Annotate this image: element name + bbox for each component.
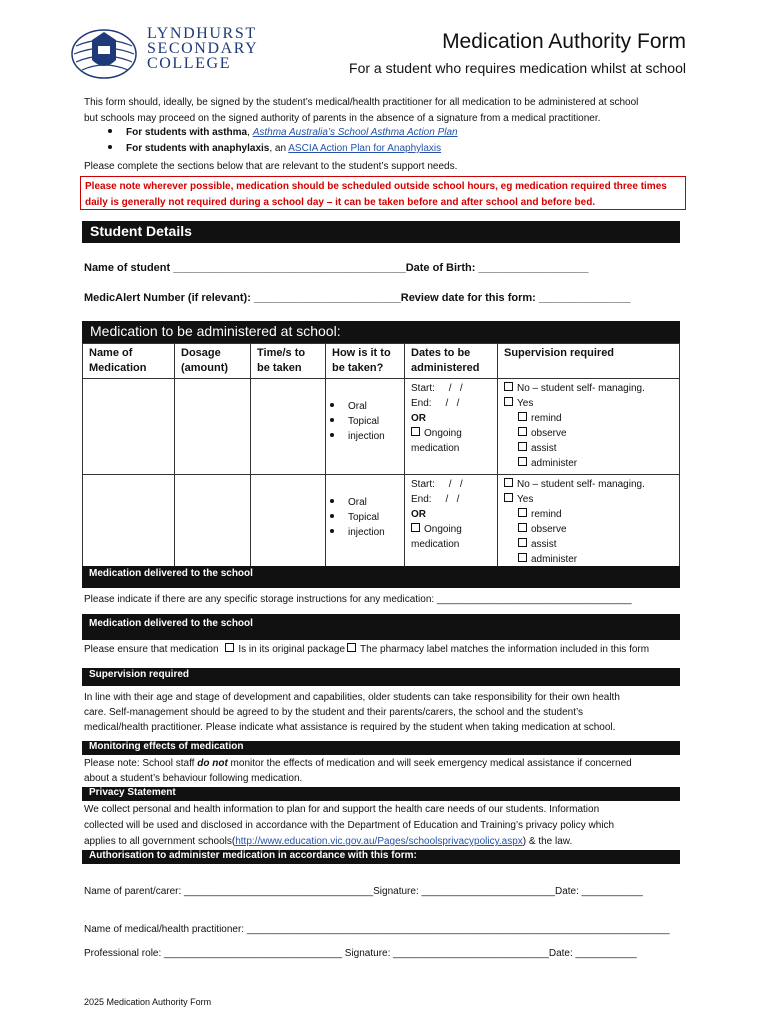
- asthma-bullet: For students with asthma, Asthma Australia’s School Asthma Action Plan: [108, 127, 458, 138]
- logo-line-3: COLLEGE: [147, 55, 232, 72]
- scheduling-warning: Please note wherever possible, medication should be scheduled outside school hours, eg medication required three times daily is generally not required during a school day – it can be taken before and after school and before bed.: [80, 176, 686, 210]
- assist-checkbox[interactable]: [518, 538, 527, 547]
- school-logo: [70, 24, 270, 84]
- medication-table: [82, 343, 680, 571]
- privacy-policy-link[interactable]: http://www.education.vic.gov.au/Pages/schoolsprivacypolicy.aspx: [235, 836, 523, 847]
- no-checkbox[interactable]: [504, 478, 513, 487]
- method-cell: Oral Topical injection: [326, 475, 405, 571]
- delivered-heading: Medication delivered to the school: [82, 614, 680, 640]
- bullet-icon: [330, 433, 334, 437]
- dates-cell: Start: / / End: / / OR Ongoing medication: [405, 475, 498, 571]
- name-cell[interactable]: [83, 379, 175, 475]
- student-name-field[interactable]: Name of student ______________________________________Date of Birth: __________________: [84, 262, 589, 274]
- anaphylaxis-bullet: For students with anaphylaxis, an ASCIA Action Plan for Anaphylaxis: [108, 143, 441, 154]
- no-checkbox[interactable]: [504, 382, 513, 391]
- monitoring-heading: Monitoring effects of medication: [82, 741, 680, 755]
- dates-cell: Start: / / End: / / OR Ongoing medication: [405, 379, 498, 475]
- supervision-heading: Supervision required: [82, 668, 680, 686]
- practitioner-signature-field[interactable]: Professional role: ________________________________ Signature: ____________________________Date: ___________: [84, 948, 637, 959]
- remind-checkbox[interactable]: [518, 412, 527, 421]
- parent-signature-field[interactable]: Name of parent/carer: __________________________________Signature: ________________________Date: ___________: [84, 886, 643, 897]
- remind-checkbox[interactable]: [518, 508, 527, 517]
- storage-heading: Medication delivered to the school: [82, 566, 680, 588]
- supervision-cell: No – student self- managing. Yes remind observe assist administer: [498, 379, 680, 475]
- storage-instructions-field[interactable]: Please indicate if there are any specific storage instructions for any medication: ___________________________________: [84, 594, 632, 605]
- col-time: Time/s to be taken: [251, 344, 326, 379]
- ascia-plan-link[interactable]: ASCIA Action Plan for Anaphylaxis: [288, 143, 442, 154]
- intro-line-2: but schools may proceed on the signed authority of parents in the absence of a signature from a medical practitioner.: [84, 113, 601, 124]
- authorisation-heading: Authorisation to administer medication in accordance with this form:: [82, 850, 680, 864]
- medicalert-field[interactable]: MedicAlert Number (if relevant): ________________________Review date for this form: _______________: [84, 292, 631, 304]
- privacy-heading: Privacy Statement: [82, 787, 680, 801]
- yes-checkbox[interactable]: [504, 493, 513, 502]
- school-crest-icon: [70, 24, 140, 84]
- administer-checkbox[interactable]: [518, 553, 527, 562]
- privacy-line-2: collected will be used and disclosed in accordance with the Department of Education and Training’s privacy policy which: [84, 820, 615, 831]
- time-cell[interactable]: [251, 475, 326, 571]
- form-title: Medication Authority Form: [442, 30, 686, 53]
- col-dates: Dates to be administered: [405, 344, 498, 379]
- col-name: Name of Medication: [83, 344, 175, 379]
- original-package-checkbox[interactable]: [225, 643, 234, 652]
- practitioner-name-field[interactable]: Name of medical/health practitioner: ____________________________________________________________________________: [84, 924, 670, 935]
- form-subtitle: For a student who requires medication whilst at school: [349, 60, 686, 76]
- ongoing-checkbox[interactable]: [411, 427, 420, 436]
- bullet-icon: [330, 403, 334, 407]
- monitoring-line-2: about a student’s behaviour following medication.: [84, 773, 303, 784]
- administer-checkbox[interactable]: [518, 457, 527, 466]
- student-details-heading: Student Details: [82, 221, 680, 243]
- privacy-line-3: applies to all government schools(http://www.education.vic.gov.au/Pages/schoolsprivacypolicy.aspx) & the law.: [84, 836, 573, 847]
- logo-line-2: SECONDARY: [147, 40, 259, 57]
- bullet-icon: [330, 499, 334, 503]
- method-cell: Oral Topical injection: [326, 379, 405, 475]
- table-row: [83, 379, 680, 475]
- table-row: [83, 475, 680, 571]
- col-dosage: Dosage (amount): [175, 344, 251, 379]
- delivered-checks: Please ensure that medication Is in its original package The pharmacy label matches the information included in this form: [84, 644, 650, 655]
- intro-line-1: This form should, ideally, be signed by the student’s medical/health practitioner for all medication to be administered at school: [84, 97, 639, 108]
- supervision-line-2: care. Self-management should be agreed to by the student and their parents/carers, the school and the student’s: [84, 707, 584, 718]
- medication-heading: Medication to be administered at school:: [82, 321, 680, 343]
- page-footer: 2025 Medication Authority Form: [84, 997, 212, 1007]
- col-supervision: Supervision required: [498, 344, 680, 379]
- dosage-cell[interactable]: [175, 379, 251, 475]
- asthma-plan-link[interactable]: Asthma Australia’s School Asthma Action Plan: [252, 127, 458, 138]
- intro-line-3: Please complete the sections below that are relevant to the student’s support needs.: [84, 161, 458, 172]
- privacy-line-1: We collect personal and health information to plan for and support the health care needs of our students. Information: [84, 804, 600, 815]
- time-cell[interactable]: [251, 379, 326, 475]
- observe-checkbox[interactable]: [518, 523, 527, 532]
- col-method: How is it to be taken?: [326, 344, 405, 379]
- monitoring-line-1: Please note: School staff do not monitor the effects of medication and will seek emergency medical assistance if concerned: [84, 758, 632, 769]
- bullet-icon: [108, 129, 112, 133]
- pharmacy-label-checkbox[interactable]: [347, 643, 356, 652]
- observe-checkbox[interactable]: [518, 427, 527, 436]
- supervision-cell: No – student self- managing. Yes remind observe assist administer: [498, 475, 680, 571]
- name-cell[interactable]: [83, 475, 175, 571]
- dosage-cell[interactable]: [175, 475, 251, 571]
- logo-line-1: LYNDHURST: [147, 25, 257, 42]
- bullet-icon: [330, 529, 334, 533]
- supervision-line-3: medical/health practitioner. Please indicate what assistance is required by the student when taking medication at school.: [84, 722, 616, 733]
- bullet-icon: [108, 145, 112, 149]
- ongoing-checkbox[interactable]: [411, 523, 420, 532]
- bullet-icon: [330, 418, 334, 422]
- bullet-icon: [330, 514, 334, 518]
- yes-checkbox[interactable]: [504, 397, 513, 406]
- assist-checkbox[interactable]: [518, 442, 527, 451]
- table-header-row: [83, 344, 680, 379]
- supervision-line-1: In line with their age and stage of development and capabilities, older students can take responsibility for their own health: [84, 692, 620, 703]
